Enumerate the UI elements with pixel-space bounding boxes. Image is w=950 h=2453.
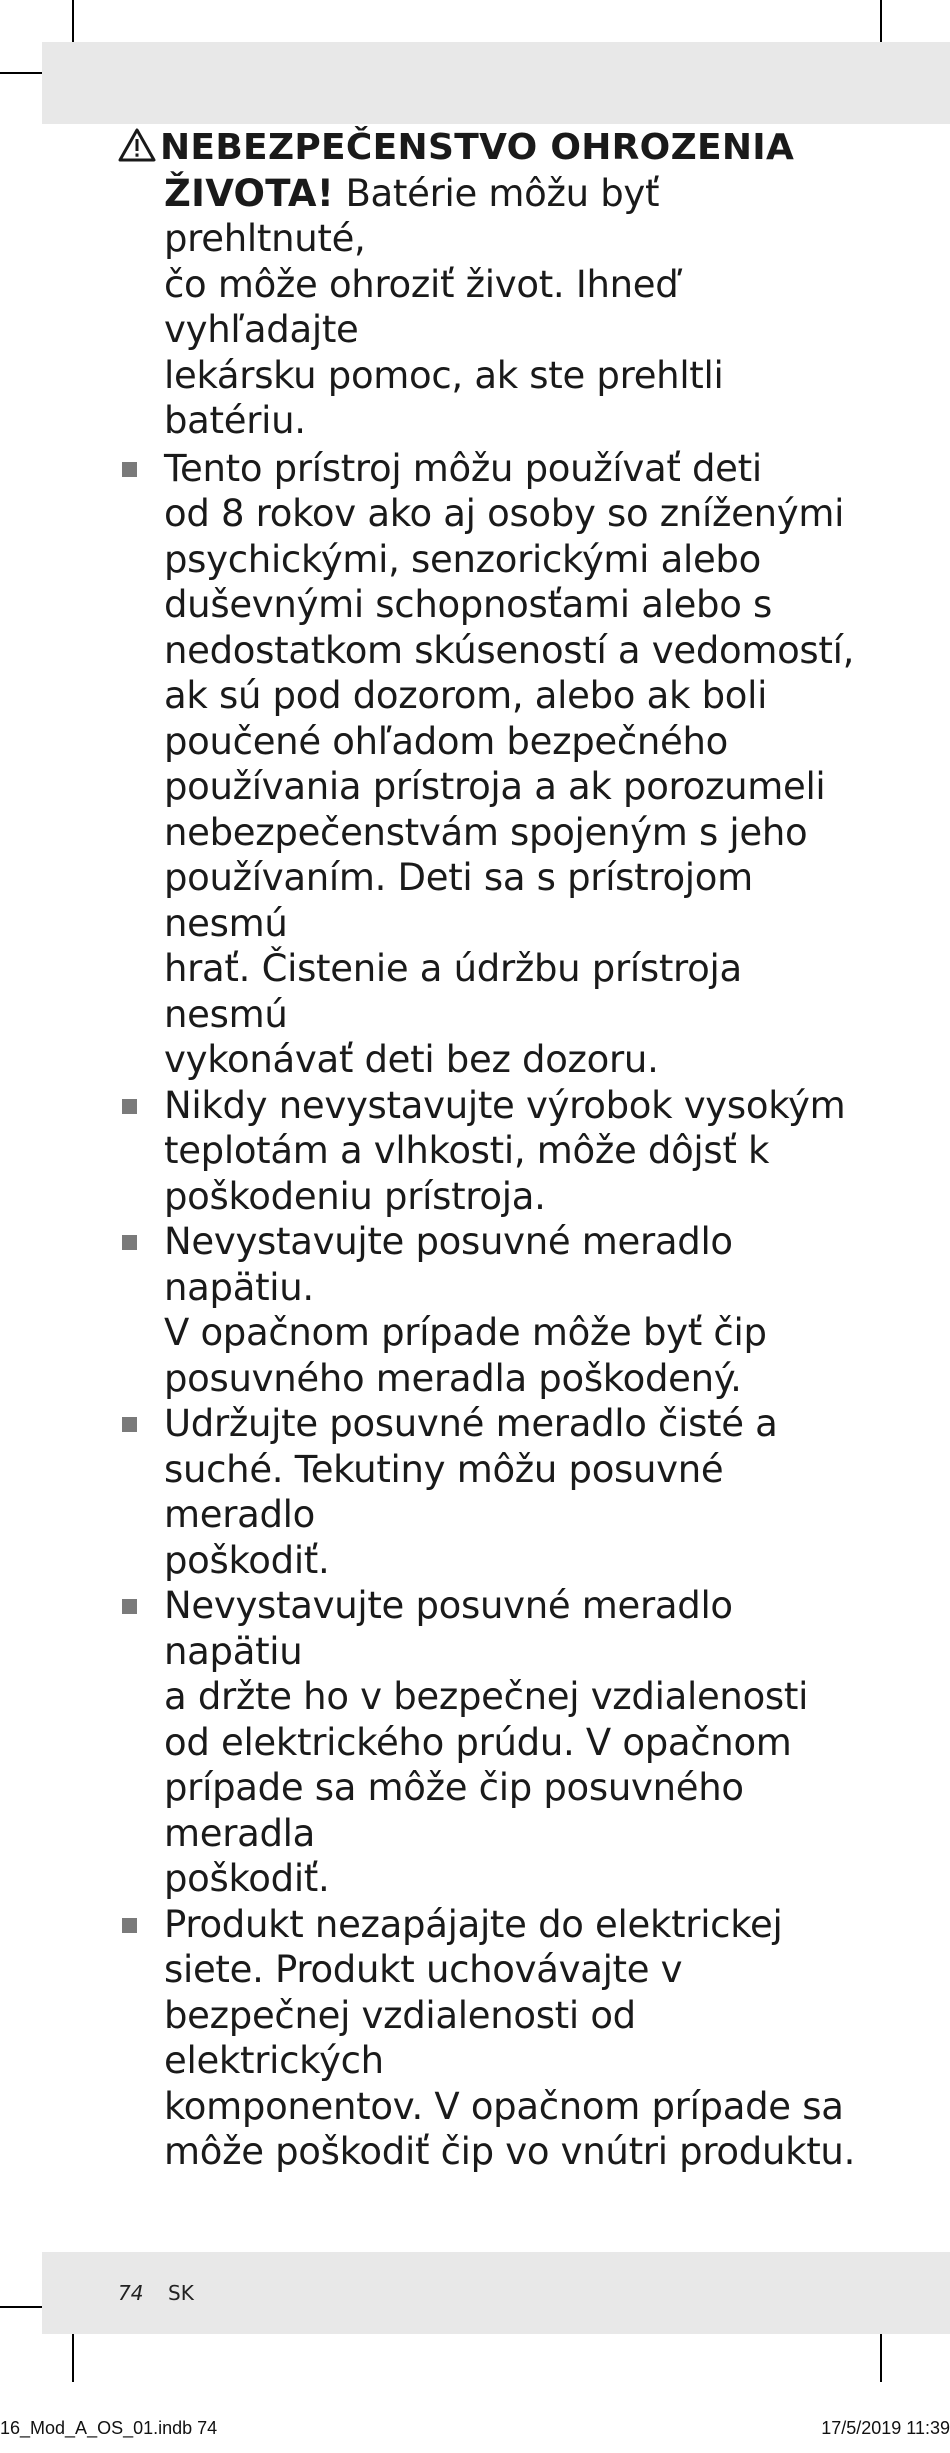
list-item-line: Nevystavujte posuvné meradlo napätiu. [164,1220,733,1309]
list-item [118,1401,858,1583]
warning-block [118,125,858,444]
bullet-square-icon [122,1918,137,1933]
list-item-line: duševnými schopnosťami alebo s [164,583,773,626]
list-item-line: nedostatkom skúseností a vedomostí, [164,628,855,672]
list-item-line: môže poškodiť čip vo vnútri produktu. [164,2130,856,2173]
warning-body [118,171,858,444]
crop-mark-bottom-right-v [880,2334,882,2382]
list-item-line: V opačnom prípade môže byť čip [164,1311,767,1354]
crop-mark-top-left-h [0,72,42,74]
list-item-line: ak sú pod dozorom, alebo ak boli [164,674,768,717]
crop-mark-bottom-left-h [0,2306,42,2308]
page-content [118,125,858,2175]
list-item [118,1902,858,2175]
bullet-square-icon [122,1599,137,1614]
safety-list [118,446,858,2175]
list-item-line: hrať. Čistenie a údržbu prístroja nesmú [164,947,742,1036]
warning-line [164,171,858,262]
list-item-line: poškodiť. [164,1538,330,1582]
print-slug-file: 16_Mod_A_OS_01.indb 74 [0,2418,218,2438]
list-item-line: poškodeniu prístroja. [164,1174,546,1218]
list-item-line: Udržujte posuvné meradlo čisté a [164,1402,778,1445]
page-number: 74 [118,2281,144,2305]
list-item-line: siete. Produkt uchovávajte v [164,1948,683,1991]
list-item-line: používaním. Deti sa s prístrojom nesmú [164,856,753,945]
list-item [118,1583,858,1902]
list-item-line: poškodiť. [164,1857,330,1900]
crop-mark-bottom-left-v [72,2334,74,2382]
warning-text: Batérie môžu byť prehltnuté, [164,171,660,260]
list-item-line: komponentov. V opačnom prípade sa [164,2084,844,2128]
list-item-line: posuvného meradla poškodený. [164,1356,742,1400]
bullet-square-icon [122,462,137,477]
crop-mark-top-left-v [72,0,74,42]
list-item-line: od elektrického prúdu. V opačnom [164,1720,792,1764]
list-item-line: Nevystavujte posuvné meradlo napätiu [164,1584,733,1673]
list-item-line: nebezpečenstvám spojeným s jeho [164,810,808,854]
list-item-line: psychickými, senzorickými alebo [164,537,761,581]
list-item-line: Produkt nezapájajte do elektrickej [164,1902,783,1946]
list-item-line: od 8 rokov ako aj osoby so zníženými [164,492,845,535]
warning-line: čo môže ohroziť život. Ihneď vyhľadajte [164,262,679,351]
language-code: SK [168,2281,194,2305]
print-slug-date: 17/5/2019 11:39 [821,2418,950,2438]
bullet-square-icon [122,1235,137,1250]
warning-triangle-icon [118,128,156,162]
warning-line: lekársku pomoc, ak ste prehltli batériu. [164,353,724,442]
list-item-line: bezpečnej vzdialenosti od elektrických [164,1993,636,2082]
bullet-square-icon [122,1099,137,1114]
list-item-line: Nikdy nevystavujte výrobok vysokým [164,1083,846,1127]
list-item-line: a držte ho v bezpečnej vzdialenosti [164,1675,809,1718]
list-item-line: prípade sa môže čip posuvného meradla [164,1766,744,1855]
list-item-line: Tento prístroj môžu používať deti [164,446,762,490]
list-item-line: suché. Tekutiny môžu posuvné meradlo [164,1447,724,1536]
list-item [118,1083,858,1220]
warning-heading-line [118,125,858,171]
warning-heading: NEBEZPEČENSTVO OHROZENIA [160,127,795,168]
list-item-line: vykonávať deti bez dozoru. [164,1038,659,1081]
warning-heading-cont: ŽIVOTA! [164,171,335,215]
list-item-line: teplotám a vlhkosti, môže dôjsť k [164,1129,770,1172]
bullet-square-icon [122,1417,137,1432]
crop-mark-top-right-v [880,0,882,42]
list-item-line: používania prístroja a ak porozumeli [164,765,826,808]
list-item [118,1219,858,1401]
list-item [118,446,858,1083]
list-item-line: poučené ohľadom bezpečného [164,719,728,763]
header-band [42,42,950,124]
